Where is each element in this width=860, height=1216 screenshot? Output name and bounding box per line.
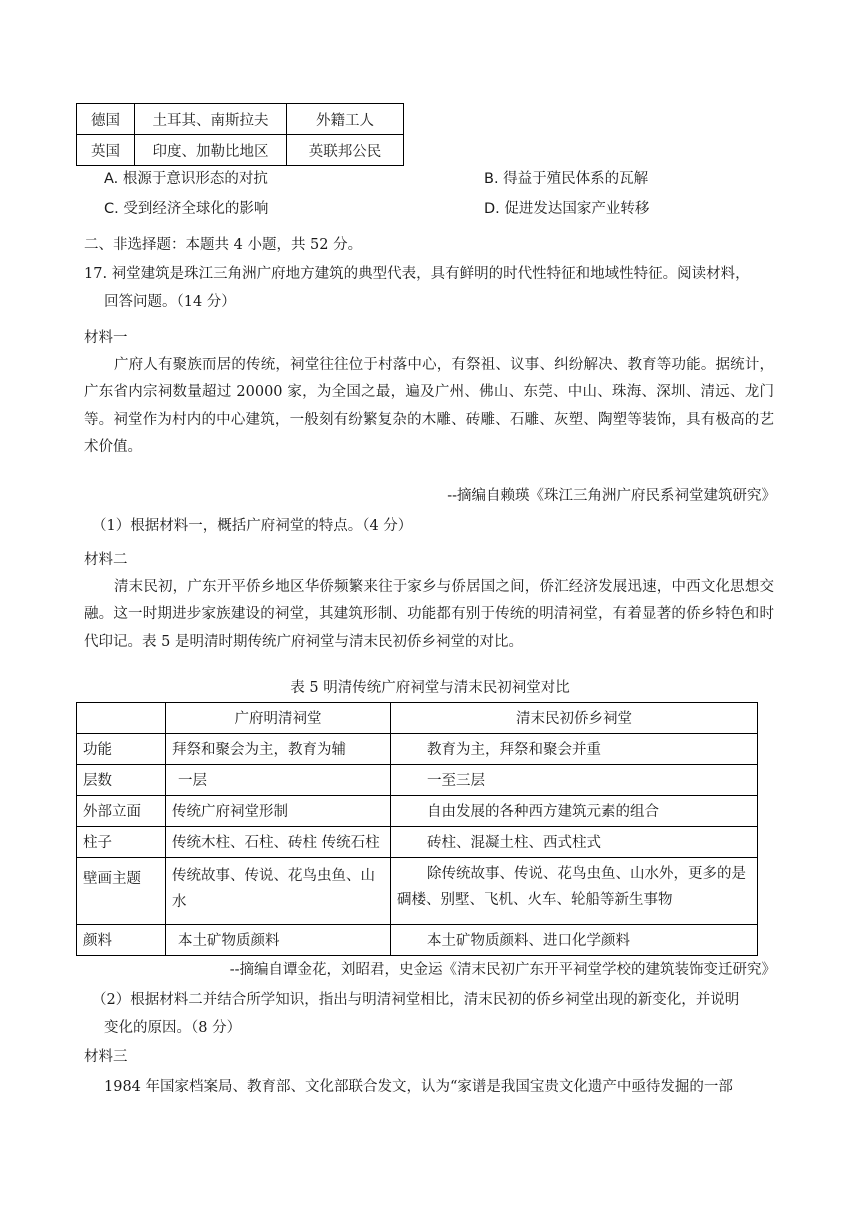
- table-row: [77, 104, 404, 135]
- table-cell: 本土矿物质颜料: [166, 925, 391, 956]
- table-cell: 英国: [77, 135, 135, 166]
- table-cell: 砖柱、混凝土柱、西式柱式: [391, 827, 758, 858]
- material-1-label: 材料一: [84, 330, 128, 346]
- table-cell: 颜料: [77, 925, 166, 956]
- table-row: [77, 827, 758, 858]
- table-row: [77, 734, 758, 765]
- table-cell: 传统木柱、石柱、砖柱 传统石柱: [166, 827, 391, 858]
- table-row: [77, 925, 758, 956]
- table-cell: 外部立面: [77, 796, 166, 827]
- section-heading: 二、非选择题：本题共 4 小题，共 52 分。: [84, 237, 363, 253]
- sub-question-1: （1）根据材料一，概括广府祠堂的特点。（4 分）: [92, 518, 413, 534]
- table-cell: 传统故事、传说、花鸟虫鱼、山水: [166, 858, 391, 925]
- table-cell: 本土矿物质颜料、进口化学颜料: [391, 925, 758, 956]
- table-row: [77, 765, 758, 796]
- option-a: A. 根源于意识形态的对抗: [104, 171, 268, 187]
- top-table: [76, 103, 404, 166]
- table-cell: 功能: [77, 734, 166, 765]
- material-1-source: --摘编自赖瑛《珠江三角洲广府民系祠堂建筑研究》: [447, 488, 776, 504]
- table-cell: 教育为主，拜祭和聚会并重: [391, 734, 758, 765]
- question-stem: 17. 祠堂建筑是珠江三角洲广府地方建筑的典型代表，具有鲜明的时代性特征和地域性特征。阅读材料，: [84, 266, 750, 282]
- table-header: 清末民初侨乡祠堂: [391, 703, 758, 734]
- table-header: 广府明清祠堂: [166, 703, 391, 734]
- table-cell: 柱子: [77, 827, 166, 858]
- table-caption: 表 5 明清传统广府祠堂与清末民初祠堂对比: [290, 680, 570, 696]
- table-cell: 一层: [166, 765, 391, 796]
- table-cell: 拜祭和聚会为主，教育为辅: [166, 734, 391, 765]
- table-row: [77, 135, 404, 166]
- material-3-label: 材料三: [84, 1049, 128, 1065]
- table-cell: 土耳其、南斯拉夫: [135, 104, 287, 135]
- sub-question-2-cont: 变化的原因。（8 分）: [104, 1020, 242, 1036]
- table-header: [77, 703, 166, 734]
- material-3-text: 1984 年国家档案局、教育部、文化部联合发文，认为“家谱是我国宝贵文化遗产中亟待发掘的一部: [104, 1079, 733, 1095]
- question-stem-cont: 回答问题。（14 分）: [104, 294, 236, 310]
- material-2-text: 清末民初，广东开平侨乡地区华侨频繁来往于家乡与侨居国之间，侨汇经济发展迅速，中西文化思想交融。这一时期进步家族建设的祠堂，其建筑形制、功能都有别于传统的明清祠堂，有着显著的侨乡特色和时代印记。表 5 是明清时期传统广府祠堂与清末民初侨乡祠堂的对比。: [84, 579, 774, 650]
- material-2-source: --摘编自谭金花，刘昭君，史金运《清末民初广东开平祠堂学校的建筑装饰变迁研究》: [229, 962, 776, 978]
- table-cell: 外籍工人: [287, 104, 404, 135]
- option-d: D. 促进发达国家产业转移: [484, 201, 650, 217]
- table-cell: 德国: [77, 104, 135, 135]
- table-row: [77, 858, 758, 925]
- table-header-row: [77, 703, 758, 734]
- option-b: B. 得益于殖民体系的瓦解: [484, 171, 649, 187]
- table-cell: 除传统故事、传说、花鸟虫鱼、山水外，更多的是碉楼、别墅、飞机、火车、轮船等新生事物: [391, 858, 758, 925]
- sub-question-2: （2）根据材料二并结合所学知识，指出与明清祠堂相比，清末民初的侨乡祠堂出现的新变化，并说明: [92, 992, 740, 1008]
- table-cell: 壁画主题: [77, 858, 166, 925]
- table-cell: 英联邦公民: [287, 135, 404, 166]
- table-cell: 一至三层: [391, 765, 758, 796]
- table-cell: 层数: [77, 765, 166, 796]
- table-cell: 印度、加勒比地区: [135, 135, 287, 166]
- material-2-label: 材料二: [84, 552, 128, 568]
- material-1-text: 广府人有聚族而居的传统，祠堂往往位于村落中心，有祭祖、议事、纠纷解决、教育等功能。据统计，广东省内宗祠数量超过 20000 家，为全国之最，遍及广州、佛山、东莞、中山、珠海、深圳、清远、龙门等。祠堂作为村内的中心建筑，一般刻有纷繁复杂的木雕、砖雕、石雕、灰塑、陶塑等装饰，具有极高的艺术价值。: [84, 357, 774, 455]
- option-c: C. 受到经济全球化的影响: [104, 201, 269, 217]
- comparison-table: [76, 702, 758, 956]
- table-row: [77, 796, 758, 827]
- table-cell: 传统广府祠堂形制: [166, 796, 391, 827]
- table-cell: 自由发展的各种西方建筑元素的组合: [391, 796, 758, 827]
